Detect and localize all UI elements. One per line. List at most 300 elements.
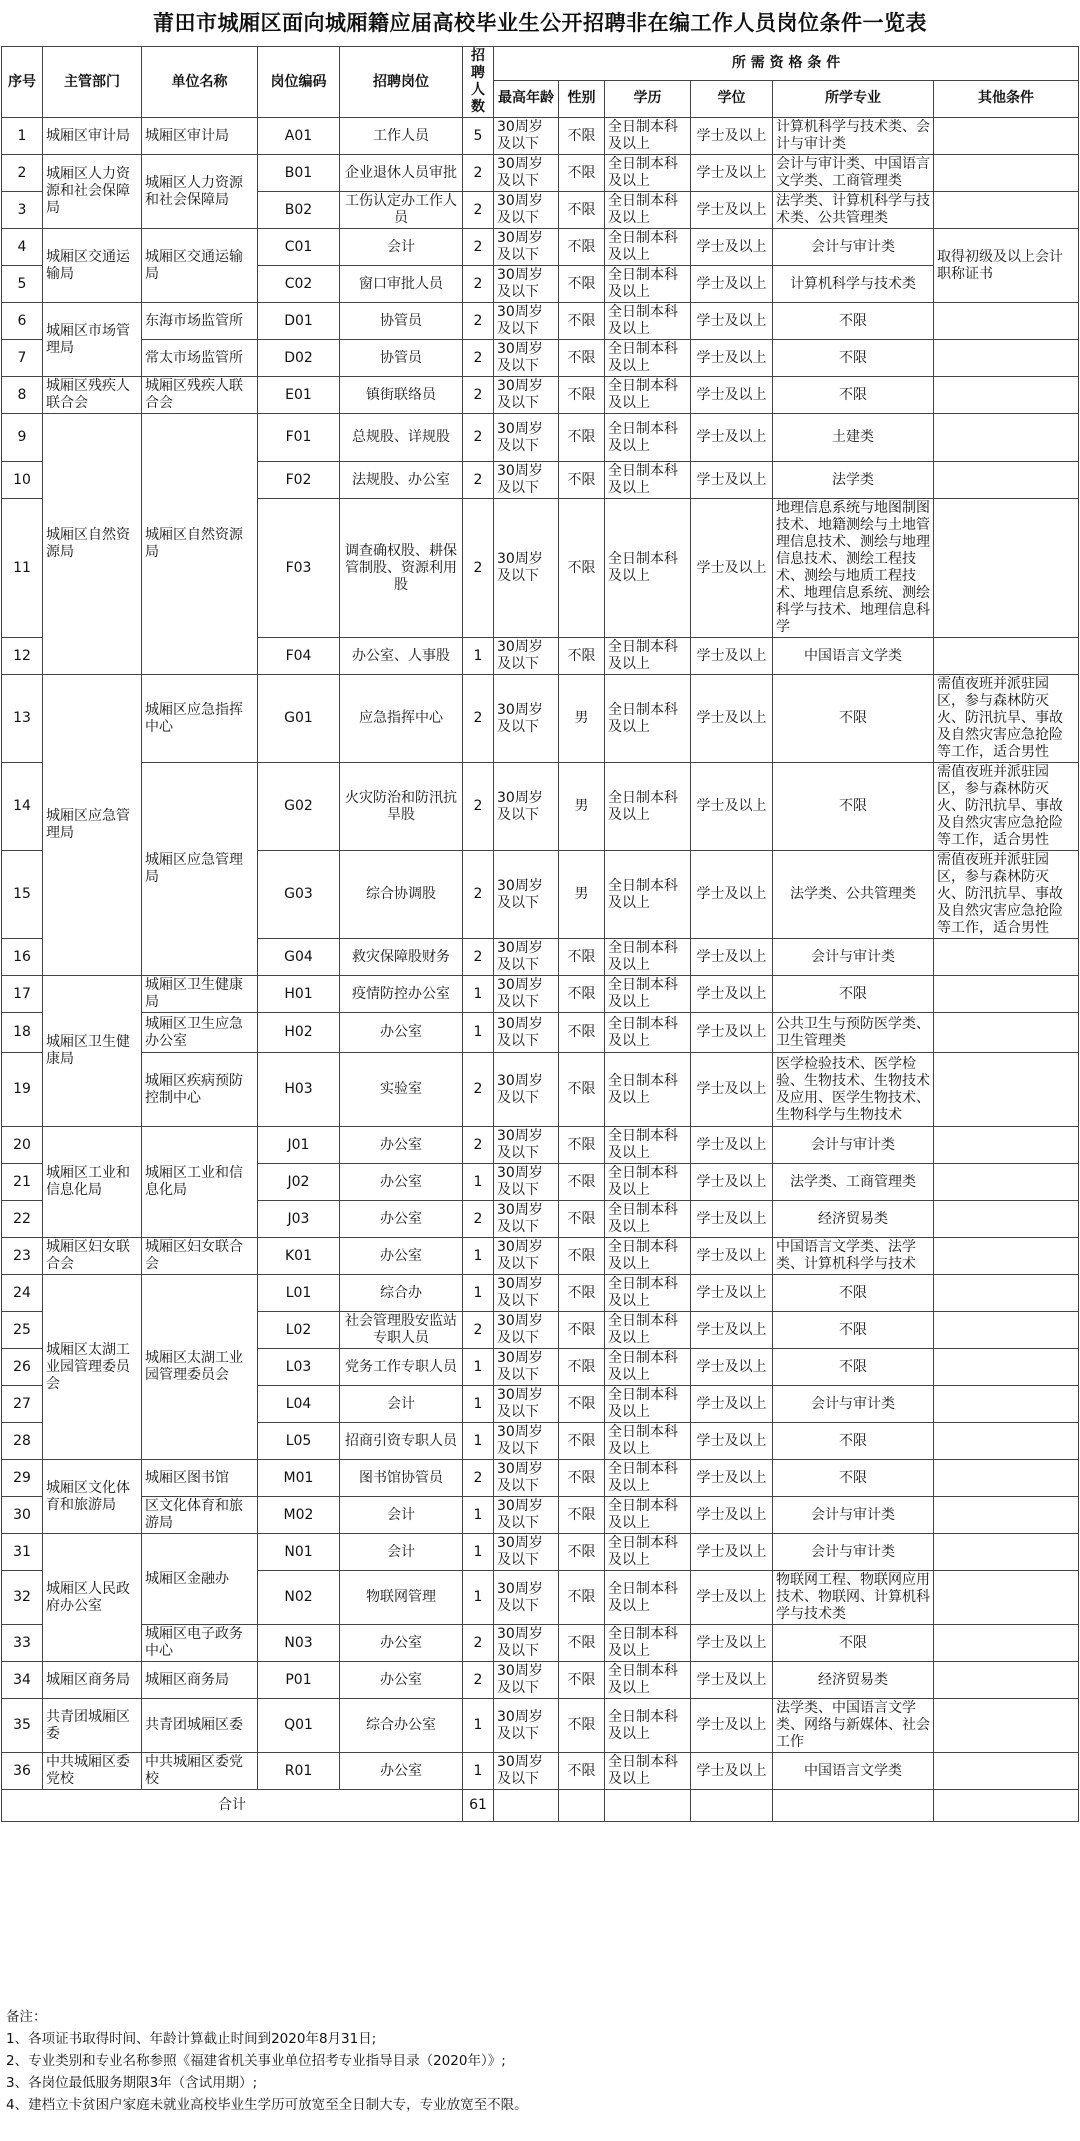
row-seq: 26 xyxy=(2,1349,43,1386)
row-sex: 不限 xyxy=(559,340,605,377)
row-num: 1 xyxy=(463,1534,494,1571)
row-post: 图书馆协管员 xyxy=(340,1460,463,1497)
row-post: 办公室 xyxy=(340,1625,463,1662)
row-seq: 29 xyxy=(2,1460,43,1497)
row-major: 会计与审计类 xyxy=(773,229,934,266)
row-sex: 不限 xyxy=(559,229,605,266)
row-seq: 9 xyxy=(2,414,43,462)
row-num: 1 xyxy=(463,1386,494,1423)
row-edu: 全日制本科及以上 xyxy=(605,675,691,763)
row-major: 物联网工程、物联网应用技术、物联网、计算机科学与技术类 xyxy=(773,1571,934,1625)
row-age: 30周岁及以下 xyxy=(494,675,559,763)
other-empty xyxy=(934,1312,1079,1349)
row-post: 办公室 xyxy=(340,1127,463,1164)
row-age: 30周岁及以下 xyxy=(494,229,559,266)
other-empty xyxy=(934,1625,1079,1662)
row-major: 不限 xyxy=(773,340,934,377)
row-major: 不限 xyxy=(773,1349,934,1386)
unit-cell: 城厢区卫生健康局 xyxy=(142,976,258,1013)
total-num: 61 xyxy=(463,1790,494,1822)
row-seq: 6 xyxy=(2,303,43,340)
row-sex: 男 xyxy=(559,675,605,763)
row-seq: 35 xyxy=(2,1699,43,1753)
unit-cell: 城厢区卫生应急办公室 xyxy=(142,1013,258,1053)
row-degree: 学士及以上 xyxy=(691,939,773,976)
row-age: 30周岁及以下 xyxy=(494,1460,559,1497)
other-empty xyxy=(934,303,1079,340)
row-seq: 21 xyxy=(2,1164,43,1201)
dept-cell: 城厢区妇女联合会 xyxy=(43,1238,142,1275)
note-line: 4、建档立卡贫困户家庭未就业高校毕业生学历可放宽至全日制大专，专业放宽至不限。 xyxy=(6,2097,528,2113)
row-major: 会计与审计类 xyxy=(773,939,934,976)
other-empty xyxy=(934,1423,1079,1460)
row-sex: 不限 xyxy=(559,1497,605,1534)
unit-cell: 城厢区电子政务中心 xyxy=(142,1625,258,1662)
row-code: L04 xyxy=(258,1386,340,1423)
row-degree: 学士及以上 xyxy=(691,340,773,377)
unit-cell: 城厢区妇女联合会 xyxy=(142,1238,258,1275)
row-major: 不限 xyxy=(773,1460,934,1497)
row-age: 30周岁及以下 xyxy=(494,1275,559,1312)
total-empty xyxy=(691,1790,773,1822)
row-num: 2 xyxy=(463,499,494,638)
row-code: R01 xyxy=(258,1753,340,1790)
row-sex: 不限 xyxy=(559,1662,605,1699)
row-edu: 全日制本科及以上 xyxy=(605,1699,691,1753)
row-num: 1 xyxy=(463,1753,494,1790)
table-row xyxy=(2,1753,1079,1790)
total-empty xyxy=(773,1790,934,1822)
row-degree: 学士及以上 xyxy=(691,499,773,638)
other-empty xyxy=(934,1013,1079,1053)
header-sex: 性别 xyxy=(559,80,605,117)
unit-cell: 城厢区应急指挥中心 xyxy=(142,675,258,763)
other-empty xyxy=(934,1238,1079,1275)
table-row xyxy=(2,1699,1079,1753)
table-row xyxy=(2,303,1079,340)
row-post: 调查确权股、耕保管制股、资源利用股 xyxy=(340,499,463,638)
row-degree: 学士及以上 xyxy=(691,1312,773,1349)
row-major: 会计与审计类 xyxy=(773,1534,934,1571)
row-num: 2 xyxy=(463,266,494,303)
row-age: 30周岁及以下 xyxy=(494,155,559,192)
row-code: J02 xyxy=(258,1164,340,1201)
row-num: 2 xyxy=(463,414,494,462)
row-age: 30周岁及以下 xyxy=(494,1699,559,1753)
row-edu: 全日制本科及以上 xyxy=(605,939,691,976)
row-age: 30周岁及以下 xyxy=(494,1386,559,1423)
row-seq: 33 xyxy=(2,1625,43,1662)
row-major: 会计与审计类 xyxy=(773,1127,934,1164)
row-degree: 学士及以上 xyxy=(691,1571,773,1625)
row-edu: 全日制本科及以上 xyxy=(605,266,691,303)
row-num: 2 xyxy=(463,1460,494,1497)
row-sex: 不限 xyxy=(559,192,605,229)
unit-cell: 城厢区自然资源局 xyxy=(142,414,258,675)
row-post: 办公室 xyxy=(340,1238,463,1275)
row-post: 应急指挥中心 xyxy=(340,675,463,763)
row-edu: 全日制本科及以上 xyxy=(605,851,691,939)
row-sex: 不限 xyxy=(559,1201,605,1238)
row-degree: 学士及以上 xyxy=(691,763,773,851)
row-post: 窗口审批人员 xyxy=(340,266,463,303)
row-edu: 全日制本科及以上 xyxy=(605,377,691,414)
row-degree: 学士及以上 xyxy=(691,1013,773,1053)
row-sex: 不限 xyxy=(559,303,605,340)
note-line: 2、专业类别和专业名称参照《福建省机关事业单位招考专业指导目录（2020年）》; xyxy=(6,2053,506,2069)
row-sex: 不限 xyxy=(559,377,605,414)
note-line: 备注： xyxy=(6,2009,47,2025)
row-code: L05 xyxy=(258,1423,340,1460)
table-row xyxy=(2,1275,1079,1312)
row-post: 协管员 xyxy=(340,303,463,340)
table-row xyxy=(2,1534,1079,1571)
row-post: 社会管理股安监站专职人员 xyxy=(340,1312,463,1349)
header-num: 招聘人数 xyxy=(463,47,494,118)
row-major: 不限 xyxy=(773,1312,934,1349)
row-code: N01 xyxy=(258,1534,340,1571)
row-major: 不限 xyxy=(773,1275,934,1312)
row-num: 2 xyxy=(463,1625,494,1662)
row-age: 30周岁及以下 xyxy=(494,1164,559,1201)
row-num: 2 xyxy=(463,303,494,340)
unit-cell: 城厢区应急管理局 xyxy=(142,763,258,976)
dept-cell: 城厢区残疾人联合会 xyxy=(43,377,142,414)
row-age: 30周岁及以下 xyxy=(494,763,559,851)
row-edu: 全日制本科及以上 xyxy=(605,1201,691,1238)
row-degree: 学士及以上 xyxy=(691,192,773,229)
row-age: 30周岁及以下 xyxy=(494,1238,559,1275)
row-seq: 10 xyxy=(2,462,43,499)
unit-cell: 城厢区人力资源和社会保障局 xyxy=(142,155,258,229)
row-post: 会计 xyxy=(340,229,463,266)
row-sex: 不限 xyxy=(559,1625,605,1662)
other-empty xyxy=(934,1753,1079,1790)
header-edu: 学历 xyxy=(605,80,691,117)
row-seq: 32 xyxy=(2,1571,43,1625)
row-code: L03 xyxy=(258,1349,340,1386)
row-major: 会计与审计类 xyxy=(773,1386,934,1423)
table-row xyxy=(2,340,1079,377)
row-num: 2 xyxy=(463,675,494,763)
row-edu: 全日制本科及以上 xyxy=(605,229,691,266)
row-code: M01 xyxy=(258,1460,340,1497)
row-post: 办公室 xyxy=(340,1164,463,1201)
row-degree: 学士及以上 xyxy=(691,675,773,763)
table-row xyxy=(2,229,1079,266)
row-seq: 24 xyxy=(2,1275,43,1312)
row-edu: 全日制本科及以上 xyxy=(605,638,691,675)
row-post: 火灾防治和防汛抗旱股 xyxy=(340,763,463,851)
row-sex: 不限 xyxy=(559,266,605,303)
row-seq: 30 xyxy=(2,1497,43,1534)
header-seq: 序号 xyxy=(2,47,43,118)
row-seq: 3 xyxy=(2,192,43,229)
other-empty xyxy=(934,1662,1079,1699)
notes xyxy=(6,2006,1074,2116)
table-row xyxy=(2,1497,1079,1534)
page-title: 莆田市城厢区面向城厢籍应届高校毕业生公开招聘非在编工作人员岗位条件一览表 xyxy=(153,11,927,35)
other-empty xyxy=(934,1053,1079,1127)
row-sex: 不限 xyxy=(559,462,605,499)
row-code: F04 xyxy=(258,638,340,675)
table-row xyxy=(2,675,1079,763)
row-degree: 学士及以上 xyxy=(691,1386,773,1423)
row-num: 1 xyxy=(463,1275,494,1312)
row-seq: 18 xyxy=(2,1013,43,1053)
row-degree: 学士及以上 xyxy=(691,1423,773,1460)
row-sex: 不限 xyxy=(559,976,605,1013)
row-degree: 学士及以上 xyxy=(691,1127,773,1164)
row-sex: 不限 xyxy=(559,1164,605,1201)
row-code: M02 xyxy=(258,1497,340,1534)
header-major: 所学专业 xyxy=(773,80,934,117)
row-sex: 男 xyxy=(559,763,605,851)
header-degree: 学位 xyxy=(691,80,773,117)
row-sex: 不限 xyxy=(559,118,605,155)
total-empty xyxy=(934,1790,1079,1822)
row-sex: 不限 xyxy=(559,1053,605,1127)
row-code: C01 xyxy=(258,229,340,266)
row-age: 30周岁及以下 xyxy=(494,1013,559,1053)
row-degree: 学士及以上 xyxy=(691,1699,773,1753)
row-num: 1 xyxy=(463,1571,494,1625)
other-empty xyxy=(934,1201,1079,1238)
unit-cell: 区文化体育和旅游局 xyxy=(142,1497,258,1534)
row-major: 计算机科学与技术类 xyxy=(773,266,934,303)
other-empty xyxy=(934,340,1079,377)
row-sex: 不限 xyxy=(559,499,605,638)
row-age: 30周岁及以下 xyxy=(494,192,559,229)
other-cell: 需值夜班并派驻园区，参与森林防灭火、防汛抗旱、事故及自然灾害应急抢险等工作，适合男性 xyxy=(934,851,1079,939)
table-header xyxy=(2,47,1079,118)
row-sex: 不限 xyxy=(559,1275,605,1312)
dept-cell: 城厢区卫生健康局 xyxy=(43,976,142,1127)
row-code: F01 xyxy=(258,414,340,462)
row-code: H03 xyxy=(258,1053,340,1127)
row-sex: 不限 xyxy=(559,1534,605,1571)
row-sex: 不限 xyxy=(559,1460,605,1497)
row-degree: 学士及以上 xyxy=(691,229,773,266)
row-major: 公共卫生与预防医学类、卫生管理类 xyxy=(773,1013,934,1053)
row-num: 2 xyxy=(463,763,494,851)
other-empty xyxy=(934,499,1079,638)
other-empty xyxy=(934,192,1079,229)
row-seq: 7 xyxy=(2,340,43,377)
other-empty xyxy=(934,1460,1079,1497)
row-post: 实验室 xyxy=(340,1053,463,1127)
note-line: 1、各项证书取得时间、年龄计算截止时间到2020年8月31日; xyxy=(6,2031,377,2047)
other-empty xyxy=(934,377,1079,414)
row-post: 企业退休人员审批 xyxy=(340,155,463,192)
row-age: 30周岁及以下 xyxy=(494,118,559,155)
row-degree: 学士及以上 xyxy=(691,1275,773,1312)
other-cell: 需值夜班并派驻园区，参与森林防灭火、防汛抗旱、事故及自然灾害应急抢险等工作，适合男性 xyxy=(934,763,1079,851)
other-empty xyxy=(934,1275,1079,1312)
row-seq: 15 xyxy=(2,851,43,939)
row-num: 1 xyxy=(463,1238,494,1275)
row-age: 30周岁及以下 xyxy=(494,1571,559,1625)
other-empty xyxy=(934,1571,1079,1625)
other-empty xyxy=(934,939,1079,976)
row-num: 1 xyxy=(463,1423,494,1460)
row-seq: 23 xyxy=(2,1238,43,1275)
row-age: 30周岁及以下 xyxy=(494,1534,559,1571)
row-code: N03 xyxy=(258,1625,340,1662)
row-post: 综合办 xyxy=(340,1275,463,1312)
row-code: P01 xyxy=(258,1662,340,1699)
row-edu: 全日制本科及以上 xyxy=(605,1423,691,1460)
row-major: 会计与审计类、中国语言文学类、工商管理类 xyxy=(773,155,934,192)
unit-cell: 城厢区金融办 xyxy=(142,1534,258,1625)
row-degree: 学士及以上 xyxy=(691,377,773,414)
table-body xyxy=(2,118,1079,1790)
table-row xyxy=(2,1625,1079,1662)
row-code: G03 xyxy=(258,851,340,939)
row-age: 30周岁及以下 xyxy=(494,340,559,377)
row-num: 1 xyxy=(463,1699,494,1753)
table-row xyxy=(2,377,1079,414)
row-major: 中国语言文学类 xyxy=(773,638,934,675)
row-age: 30周岁及以下 xyxy=(494,1753,559,1790)
row-age: 30周岁及以下 xyxy=(494,939,559,976)
row-seq: 27 xyxy=(2,1386,43,1423)
row-code: G01 xyxy=(258,675,340,763)
row-edu: 全日制本科及以上 xyxy=(605,1013,691,1053)
row-code: J03 xyxy=(258,1201,340,1238)
row-num: 2 xyxy=(463,192,494,229)
row-code: A01 xyxy=(258,118,340,155)
row-age: 30周岁及以下 xyxy=(494,1497,559,1534)
row-edu: 全日制本科及以上 xyxy=(605,340,691,377)
row-code: D01 xyxy=(258,303,340,340)
row-edu: 全日制本科及以上 xyxy=(605,976,691,1013)
row-num: 2 xyxy=(463,1053,494,1127)
row-age: 30周岁及以下 xyxy=(494,638,559,675)
row-code: Q01 xyxy=(258,1699,340,1753)
row-major: 法学类 xyxy=(773,462,934,499)
other-empty xyxy=(934,1127,1079,1164)
row-major: 不限 xyxy=(773,976,934,1013)
row-post: 办公室 xyxy=(340,1013,463,1053)
row-post: 办公室 xyxy=(340,1662,463,1699)
row-major: 法学类、中国语言文学类、网络与新媒体、社会工作 xyxy=(773,1699,934,1753)
row-degree: 学士及以上 xyxy=(691,1053,773,1127)
row-sex: 不限 xyxy=(559,155,605,192)
unit-cell: 城厢区疾病预防控制中心 xyxy=(142,1053,258,1127)
unit-cell: 城厢区工业和信息化局 xyxy=(142,1127,258,1238)
row-age: 30周岁及以下 xyxy=(494,462,559,499)
row-age: 30周岁及以下 xyxy=(494,1312,559,1349)
row-num: 2 xyxy=(463,155,494,192)
table-row xyxy=(2,976,1079,1013)
row-age: 30周岁及以下 xyxy=(494,414,559,462)
row-sex: 不限 xyxy=(559,1013,605,1053)
row-sex: 男 xyxy=(559,851,605,939)
other-empty xyxy=(934,1497,1079,1534)
row-seq: 28 xyxy=(2,1423,43,1460)
other-empty xyxy=(934,976,1079,1013)
row-degree: 学士及以上 xyxy=(691,1164,773,1201)
row-edu: 全日制本科及以上 xyxy=(605,1164,691,1201)
unit-cell: 城厢区商务局 xyxy=(142,1662,258,1699)
row-code: J01 xyxy=(258,1127,340,1164)
dept-cell: 城厢区文化体育和旅游局 xyxy=(43,1460,142,1534)
row-major: 中国语言文学类、法学类、计算机科学与技术 xyxy=(773,1238,934,1275)
row-major: 计算机科学与技术类、会计与审计类 xyxy=(773,118,934,155)
row-degree: 学士及以上 xyxy=(691,1662,773,1699)
row-post: 办公室 xyxy=(340,1201,463,1238)
row-age: 30周岁及以下 xyxy=(494,266,559,303)
row-major: 医学检验技术、医学检验、生物技术、生物技术及应用、医学生物技术、生物科学与生物技术 xyxy=(773,1053,934,1127)
row-degree: 学士及以上 xyxy=(691,851,773,939)
row-seq: 11 xyxy=(2,499,43,638)
row-num: 2 xyxy=(463,1312,494,1349)
row-major: 经济贸易类 xyxy=(773,1201,934,1238)
row-code: F03 xyxy=(258,499,340,638)
row-major: 法学类、计算机科学与技术类、公共管理类 xyxy=(773,192,934,229)
other-empty xyxy=(934,1534,1079,1571)
row-num: 1 xyxy=(463,1013,494,1053)
row-sex: 不限 xyxy=(559,1386,605,1423)
row-seq: 5 xyxy=(2,266,43,303)
row-num: 1 xyxy=(463,976,494,1013)
row-seq: 4 xyxy=(2,229,43,266)
row-edu: 全日制本科及以上 xyxy=(605,1571,691,1625)
row-code: D02 xyxy=(258,340,340,377)
dept-cell: 城厢区人力资源和社会保障局 xyxy=(43,155,142,229)
row-code: H01 xyxy=(258,976,340,1013)
row-seq: 36 xyxy=(2,1753,43,1790)
row-num: 1 xyxy=(463,1349,494,1386)
row-post: 疫情防控办公室 xyxy=(340,976,463,1013)
row-post: 工伤认定办工作人员 xyxy=(340,192,463,229)
row-sex: 不限 xyxy=(559,1699,605,1753)
unit-cell: 城厢区太湖工业园管理委员会 xyxy=(142,1275,258,1460)
row-post: 协管员 xyxy=(340,340,463,377)
row-sex: 不限 xyxy=(559,939,605,976)
other-empty xyxy=(934,1349,1079,1386)
row-age: 30周岁及以下 xyxy=(494,1625,559,1662)
row-post: 会计 xyxy=(340,1534,463,1571)
row-degree: 学士及以上 xyxy=(691,1238,773,1275)
row-code: G02 xyxy=(258,763,340,851)
row-num: 2 xyxy=(463,462,494,499)
other-cell: 取得初级及以上会计职称证书 xyxy=(934,229,1079,303)
row-edu: 全日制本科及以上 xyxy=(605,1127,691,1164)
row-major: 中国语言文学类 xyxy=(773,1753,934,1790)
row-seq: 2 xyxy=(2,155,43,192)
row-degree: 学士及以上 xyxy=(691,462,773,499)
row-edu: 全日制本科及以上 xyxy=(605,1275,691,1312)
unit-cell: 共青团城厢区委 xyxy=(142,1699,258,1753)
unit-cell: 东海市场监管所 xyxy=(142,303,258,340)
row-seq: 8 xyxy=(2,377,43,414)
row-sex: 不限 xyxy=(559,1349,605,1386)
row-degree: 学士及以上 xyxy=(691,303,773,340)
row-post: 物联网管理 xyxy=(340,1571,463,1625)
table-row xyxy=(2,763,1079,851)
row-seq: 12 xyxy=(2,638,43,675)
row-edu: 全日制本科及以上 xyxy=(605,1053,691,1127)
dept-cell: 城厢区自然资源局 xyxy=(43,414,142,675)
row-edu: 全日制本科及以上 xyxy=(605,155,691,192)
table-row xyxy=(2,118,1079,155)
row-code: K01 xyxy=(258,1238,340,1275)
row-sex: 不限 xyxy=(559,638,605,675)
row-edu: 全日制本科及以上 xyxy=(605,763,691,851)
row-num: 1 xyxy=(463,1497,494,1534)
